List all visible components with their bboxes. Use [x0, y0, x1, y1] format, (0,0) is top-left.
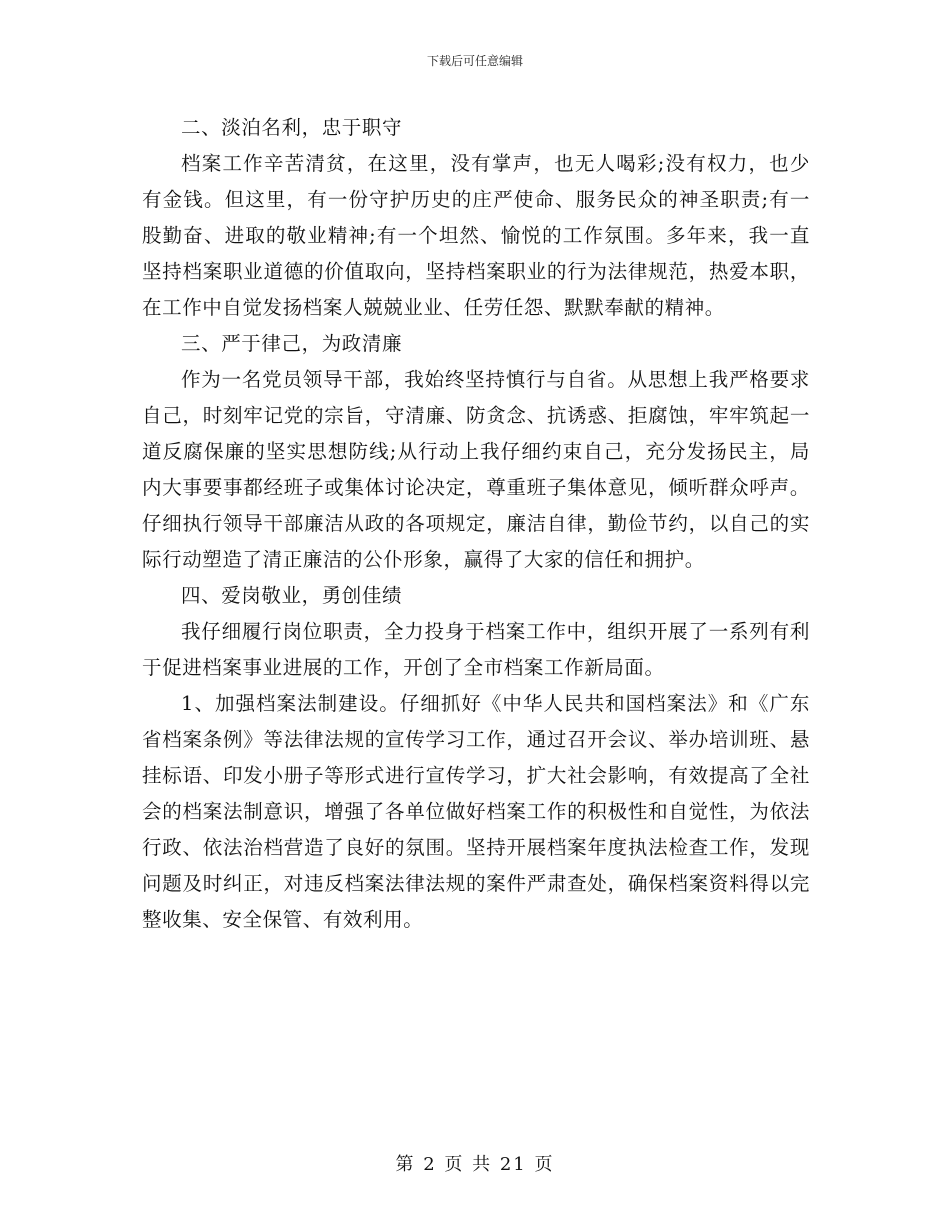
page-footer: 第 2 页 共 21 页 — [395, 1154, 555, 1175]
section-heading-4: 四、爱岗敬业，勇创佳绩 — [181, 584, 403, 607]
paragraph: 我仔细履行岗位职责，全力投身于档案工作中，组织开展了一系列有利于促进档案事业进展的工作，开创了全市档案工作新局面。 — [142, 620, 810, 679]
section-heading-2: 二、淡泊名利，忠于职守 — [181, 116, 403, 139]
document-body — [142, 110, 810, 938]
paragraph: 作为一名党员领导干部，我始终坚持慎行与自省。从思想上我严格要求自己，时刻牢记党的宗旨，守清廉、防贪念、抗诱惑、拒腐蚀，牢牢筑起一道反腐保廉的坚实思想防线;从行动上我仔细约束自己，充分发扬民主，局内大事要事都经班子或集体讨论决定，尊重班子集体意见，倾听群众呼声。仔细执行领导干部廉洁从政的各项规定，廉洁自律，勤俭节约，以自己的实际行动塑造了清正廉洁的公仆形象，赢得了大家的信任和拥护。 — [142, 368, 810, 571]
section-heading-3: 三、严于律己，为政清廉 — [181, 332, 403, 355]
paragraph: 1、加强档案法制建设。仔细抓好《中华人民共和国档案法》和《广东省档案条例》等法律法规的宣传学习工作，通过召开会议、举办培训班、悬挂标语、印发小册子等形式进行宣传学习，扩大社会影响，有效提高了全社会的档案法制意识，增强了各单位做好档案工作的积极性和自觉性，为依法行政、依法治档营造了良好的氛围。坚持开展档案年度执法检查工作，发现问题及时纠正，对违反档案法律法规的案件严肃查处，确保档案资料得以完整收集、安全保管、有效利用。 — [142, 692, 810, 931]
page-header: 下载后可任意编辑 — [426, 54, 523, 68]
paragraph: 档案工作辛苦清贫，在这里，没有掌声，也无人喝彩;没有权力，也少有金钱。但这里，有一份守护历史的庄严使命、服务民众的神圣职责;有一股勤奋、进取的敬业精神;有一个坦然、愉悦的工作氛围。多年来，我一直坚持档案职业道德的价值取向，坚持档案职业的行为法律规范，热爱本职，在工作中自觉发扬档案人兢兢业业、任劳任怨、默默奉献的精神。 — [142, 152, 810, 319]
